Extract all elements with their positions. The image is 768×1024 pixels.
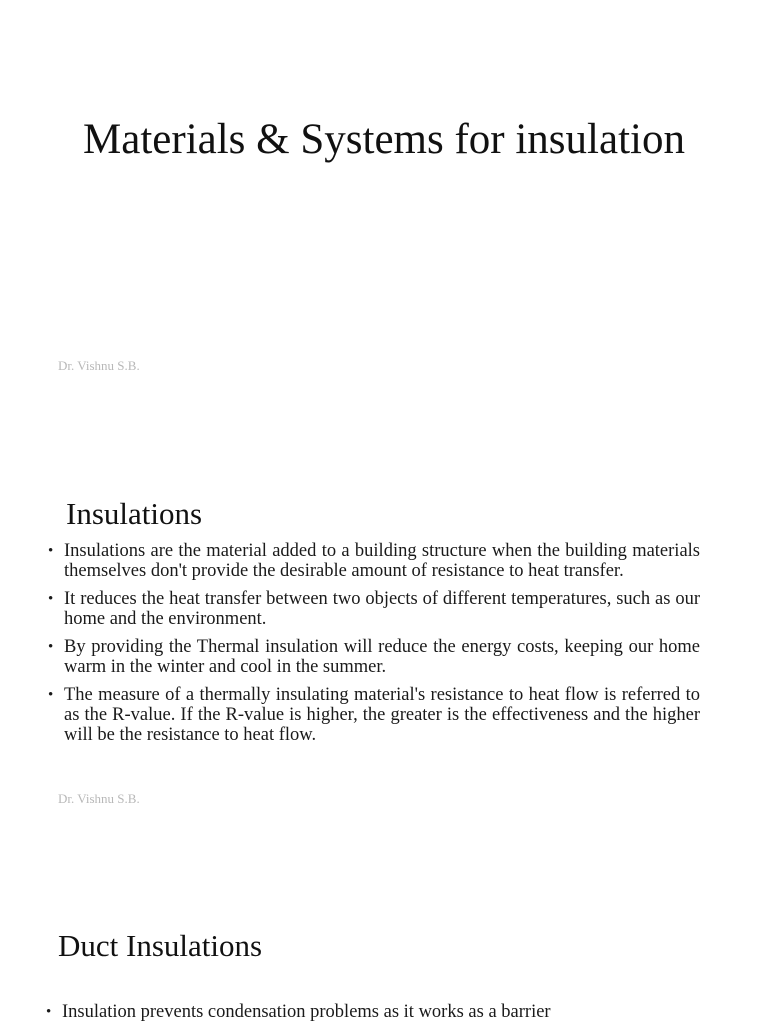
slide-insulations [0,432,768,864]
bullet-icon: • [46,1004,52,1020]
slide-duct-insulations [0,864,768,1024]
bullet-item [46,541,700,581]
bullet-text: The measure of a thermally insulating material's resistance to heat flow is referred to as the R-value. If the R-value is higher, the greater is the effectiveness and the higher will be the resistance to heat flow. [64,685,700,745]
slide-heading: Duct Insulations [58,928,263,963]
author-name: Dr. Vishnu S.B. [58,358,140,373]
author-name: Dr. Vishnu S.B. [58,791,140,806]
bullet-icon: • [48,591,54,607]
bullet-icon: • [48,639,54,655]
bullet-text: Insulation prevents condensation problems as it works as a barrier [62,1002,551,1022]
bullet-item [44,1002,700,1022]
bullet-item [46,637,700,677]
bullet-item [46,685,700,745]
bullet-item [46,589,700,629]
deck-title: Materials & Systems for insulation [83,116,685,163]
slide-heading: Insulations [66,496,203,531]
bullet-text: By providing the Thermal insulation will reduce the energy costs, keeping our home warm in the winter and cool in the summer. [64,637,700,677]
slide-title [0,0,768,432]
bullet-text: It reduces the heat transfer between two objects of different temperatures, such as our home and the environment. [64,589,700,629]
bullet-icon: • [48,543,54,559]
bullet-list [44,1002,700,1024]
bullet-icon: • [48,687,54,703]
bullet-text: Insulations are the material added to a building structure when the building materials themselves don't provide the desirable amount of resistance to heat transfer. [64,541,700,581]
bullet-list [46,541,700,753]
